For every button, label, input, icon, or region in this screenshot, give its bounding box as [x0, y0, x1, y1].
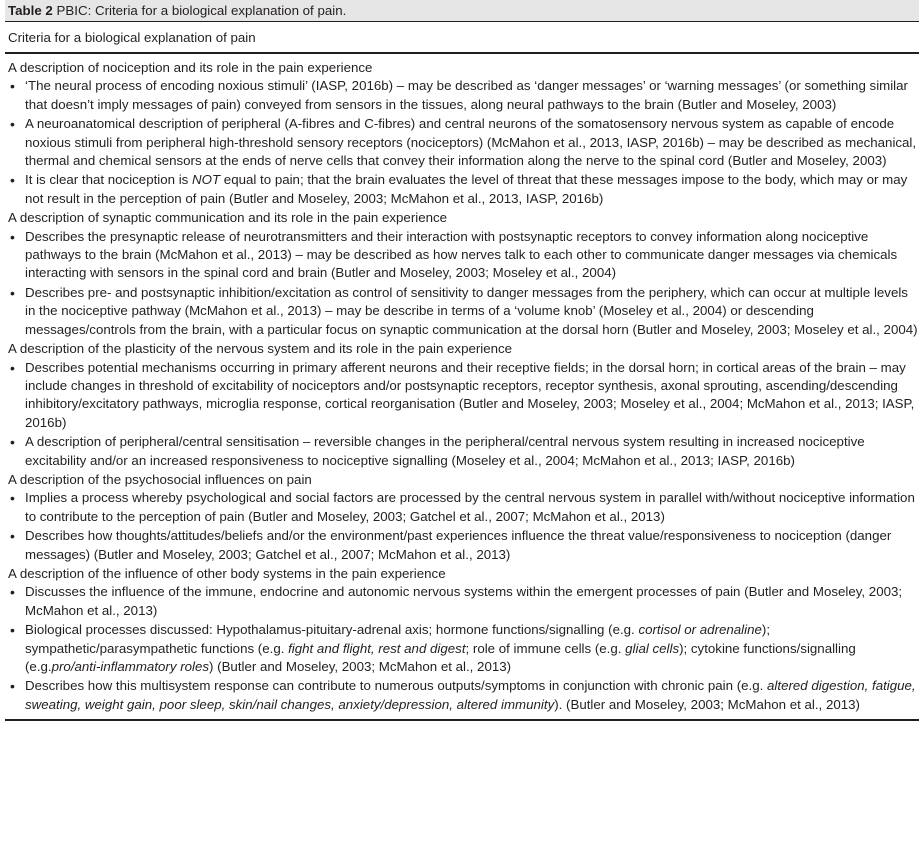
- bullet-text: Describes pre- and postsynaptic inhibition/excitation as control of sensitivity to danger messages from the periphery, which can occur at multiple levels in the nociceptive pathway (McMahon et al., 2013) – may be describe in terms of a ‘volume knob’ (Moseley et al., 2004) or descending messages/controls from the brain, with a particular focus on synaptic communication at the dorsal horn (Butler and Moseley, 2003; Moseley et al., 2004): [25, 284, 918, 337]
- section-heading: A description of the plasticity of the nervous system and its role in the pain experience: [8, 341, 513, 357]
- italic-text: NOT: [192, 172, 221, 188]
- section-bullet-list: [5, 583, 919, 714]
- criterion-bullet: [5, 621, 919, 676]
- bullet-text: ) (Butler and Moseley, 2003; McMahon et al., 2013): [209, 659, 512, 674]
- section-heading: A description of the psychosocial influences on pain: [8, 471, 312, 487]
- bullet-text: Discusses the influence of the immune, endocrine and autonomic nervous systems within the emergent processes of pain (Butler and Moseley, 2003; McMahon et al., 2013): [25, 584, 903, 618]
- bullet-text: Describes how thoughts/attitudes/beliefs and/or the environment/past experiences influence the threat value/responsiveness to nociception (danger messages) (Butler and Moseley, 2003; Gatchel et al., 2007; McMahon et al., 2013): [25, 528, 892, 562]
- table-caption-label: Table 2: [8, 3, 53, 18]
- bullet-text: Describes how this multisystem response can contribute to numerous outputs/symptoms in conjunction with chronic pain (e.g.: [25, 678, 768, 694]
- criterion-bullet: [5, 171, 919, 208]
- bullet-text: equal to pain; that the brain evaluates the level of threat that these messages impose to the body, which may or may not result in the perception of pain (Butler and Moseley, 2003; McMahon et al., 2013, IASP, 2016b): [25, 172, 908, 206]
- criterion-bullet: [5, 677, 919, 714]
- criterion-bullet: [5, 77, 919, 114]
- italic-text: cortisol or adrenaline: [638, 622, 762, 638]
- criterion-bullet: [5, 359, 919, 433]
- bullet-text: A description of peripheral/central sensitisation – reversible changes in the peripheral/central nervous system resulting in increased nociceptive excitability and/or an increased responsiveness to nociceptive signalling (Moseley et al., 2004; McMahon et al., 2013; IASP, 2016b): [25, 434, 865, 468]
- table-bottom-rule: [5, 719, 919, 721]
- bullet-text: ); cytokine functions/signalling (e.g.: [25, 640, 856, 674]
- bullet-text: Biological processes discussed: Hypothalamus-pituitary-adrenal axis; hormone functions/signalling (e.g.: [25, 622, 639, 638]
- criterion-bullet: [5, 527, 919, 564]
- section-bullet-list: [5, 489, 919, 564]
- italic-text: pro/anti-inflammatory roles: [51, 659, 210, 674]
- bullet-text: Describes potential mechanisms occurring in primary afferent neurons and their receptive fields; in the dorsal horn; in cortical areas of the brain – may include changes in threshold of excitability of nociceptors and/or postsynaptic receptors, receptor synthesis, axonal sprouting, ascending/descending inhibitory/excitatory pathways, microglia response, cortical reorganisation (Butler and Moseley, 2003; Moseley et al., 2004; McMahon et al., 2013; IASP, 2016b): [25, 359, 915, 430]
- bullet-text: Describes the presynaptic release of neurotransmitters and their interaction with postsynaptic receptors to convey information along nociceptive pathways to the brain (McMahon et al., 2013) – may be described as how nerves talk to each other to communicate danger messages via chemicals interacting with sensors in the spinal cord and brain (Butler and Moseley, 2003; Moseley et al., 2004): [25, 228, 898, 281]
- section-bullet-list: [5, 77, 919, 208]
- section-heading: A description of synaptic communication and its role in the pain experience: [8, 210, 448, 226]
- section-heading: A description of nociception and its role in the pain experience: [8, 60, 373, 75]
- bullet-text: ). (Butler and Moseley, 2003; McMahon et al., 2013): [554, 696, 860, 712]
- column-header: Criteria for a biological explanation of pain: [8, 30, 256, 45]
- section-bullet-list: [5, 359, 919, 470]
- section-bullet-list: [5, 228, 919, 339]
- bullet-text: Implies a process whereby psychological and social factors are processed by the central nervous system in parallel with/without nociceptive information to contribute to the perception of pain (Butler and Moseley, 2003; Gatchel et al., 2007; McMahon et al., 2013): [25, 490, 915, 524]
- table-body: [5, 54, 919, 714]
- bullet-text: ); sympathetic/parasympathetic functions (e.g.: [25, 622, 771, 656]
- criterion-bullet: [5, 489, 919, 526]
- criterion-bullet: [5, 433, 919, 470]
- table-caption: [5, 0, 919, 21]
- italic-text: glial cells: [625, 640, 680, 656]
- criterion-bullet: [5, 115, 919, 170]
- bullet-text: ‘The neural process of encoding noxious stimuli’ (IASP, 2016b) – may be described as ‘danger messages’ or ‘warning messages’ (or something similar that doesn’t imply messages of pain) conveyed from sensors in the tissues, along neural pathways to the brain (Butler and Moseley, 2003): [25, 78, 908, 112]
- bullet-text: It is clear that nociception is: [25, 172, 193, 188]
- criterion-bullet: [5, 228, 919, 283]
- criterion-bullet: [5, 583, 919, 620]
- italic-text: altered digestion, fatigue, sweating, weight gain, poor sleep, skin/nail changes, anxiety/depression, altered immunity: [25, 678, 916, 712]
- bullet-text: ; role of immune cells (e.g.: [465, 640, 626, 656]
- table-caption-title: PBIC: Criteria for a biological explanation of pain.: [56, 3, 347, 18]
- criterion-bullet: [5, 284, 919, 339]
- italic-text: fight and flight, rest and digest: [288, 640, 466, 656]
- section-heading: A description of the influence of other body systems in the pain experience: [8, 565, 446, 581]
- bullet-text: A neuroanatomical description of peripheral (A-fibres and C-fibres) and central neurons of the somatosensory nervous system as capable of encode noxious stimuli from peripheral high-threshold sensory receptors (nociceptors) (McMahon et al., 2013, IASP, 2016b) – may be described as mechanical, thermal and chemical sensors at the ends of nerve cells that convey their information along the nerve to the spinal cord (Butler and Moseley, 2003): [25, 116, 917, 169]
